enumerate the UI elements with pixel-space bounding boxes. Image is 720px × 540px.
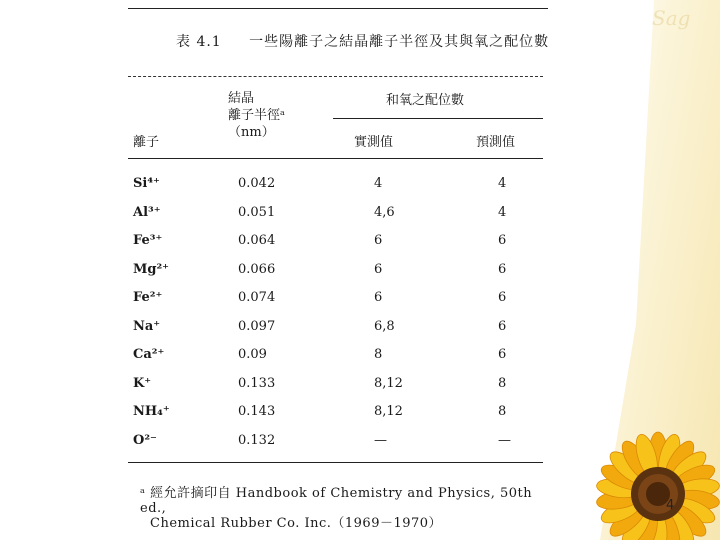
radius-cell: 0.09 [238, 347, 267, 362]
measured-cell: 6 [374, 233, 383, 248]
radius-cell: 0.143 [238, 404, 276, 419]
radius-cell: 0.133 [238, 375, 276, 391]
radius-cell: 0.051 [238, 204, 276, 220]
predicted-cell: 6 [498, 261, 507, 277]
predicted-cell: 6 [498, 233, 507, 248]
header-radius-line2: 離子半徑ᵃ [228, 108, 286, 123]
radius-cell: 0.132 [238, 432, 276, 448]
table-row [128, 376, 558, 396]
table-title [176, 31, 549, 51]
header-coord-group: 和氧之配位數 [386, 93, 465, 108]
table-row [128, 176, 558, 196]
table-row [128, 433, 558, 453]
ion-cell: Na⁺ [133, 318, 161, 334]
sunflower-decoration [588, 422, 720, 540]
predicted-cell: 6 [498, 347, 507, 362]
bottom-rule [128, 462, 543, 463]
radius-cell: 0.042 [238, 176, 276, 191]
radius-cell: 0.097 [238, 318, 276, 334]
predicted-cell: — [498, 432, 511, 448]
table-title-text: 一些陽離子之結晶離子半徑及其與氧之配位數 [249, 34, 550, 50]
header-predicted: 預測值 [476, 135, 516, 150]
ion-cell: K⁺ [133, 375, 152, 391]
measured-cell: 8,12 [374, 404, 403, 419]
measured-cell: 8,12 [374, 375, 403, 391]
table-row [128, 404, 558, 424]
scanned-table-document [128, 0, 558, 540]
ion-cell: Si⁴⁺ [133, 176, 160, 191]
footnote-line2: Chemical Rubber Co. Inc.（1969－1970） [150, 516, 443, 531]
title-rule [128, 76, 543, 77]
radius-cell: 0.066 [238, 261, 276, 277]
predicted-cell: 6 [498, 290, 507, 305]
measured-cell: 8 [374, 347, 383, 362]
footnote-line1: ᵃ 經允許摘印自 Handbook of Chemistry and Physics, 50th ed., [140, 486, 533, 516]
measured-cell: — [374, 432, 387, 448]
ion-cell: NH₄⁺ [133, 404, 170, 419]
background-watermark: Sag [652, 6, 691, 30]
ion-cell: Fe²⁺ [133, 290, 163, 305]
ion-cell: Mg²⁺ [133, 261, 170, 277]
header-measured: 實測值 [354, 135, 394, 150]
table-row [128, 290, 558, 310]
ion-cell: O²⁻ [133, 432, 157, 448]
table-number: 表 4.1 [176, 34, 222, 50]
header-radius-line1: 結晶 [228, 91, 255, 106]
radius-cell: 0.064 [238, 233, 276, 248]
header-ion: 離子 [133, 135, 160, 150]
ion-cell: Al³⁺ [133, 204, 161, 220]
predicted-cell: 6 [498, 318, 507, 334]
table-row [128, 347, 558, 367]
top-rule [128, 8, 548, 9]
table-row [128, 205, 558, 225]
radius-cell: 0.074 [238, 290, 276, 305]
measured-cell: 6 [374, 290, 383, 305]
ion-cell: Fe³⁺ [133, 233, 163, 248]
predicted-cell: 8 [498, 404, 507, 419]
predicted-cell: 4 [498, 204, 507, 220]
measured-cell: 6,8 [374, 318, 395, 334]
header-radius-unit: （nm） [228, 125, 275, 140]
measured-cell: 4 [374, 176, 383, 191]
page-number: 4 [666, 498, 675, 513]
predicted-cell: 4 [498, 176, 507, 191]
header-radius [228, 90, 285, 141]
header-rule [128, 158, 543, 159]
measured-cell: 4,6 [374, 204, 395, 220]
table-row [128, 262, 558, 282]
measured-cell: 6 [374, 261, 383, 277]
table-row [128, 319, 558, 339]
group-rule [333, 118, 543, 119]
ion-cell: Ca²⁺ [133, 347, 165, 362]
table-row [128, 233, 558, 253]
predicted-cell: 8 [498, 375, 507, 391]
